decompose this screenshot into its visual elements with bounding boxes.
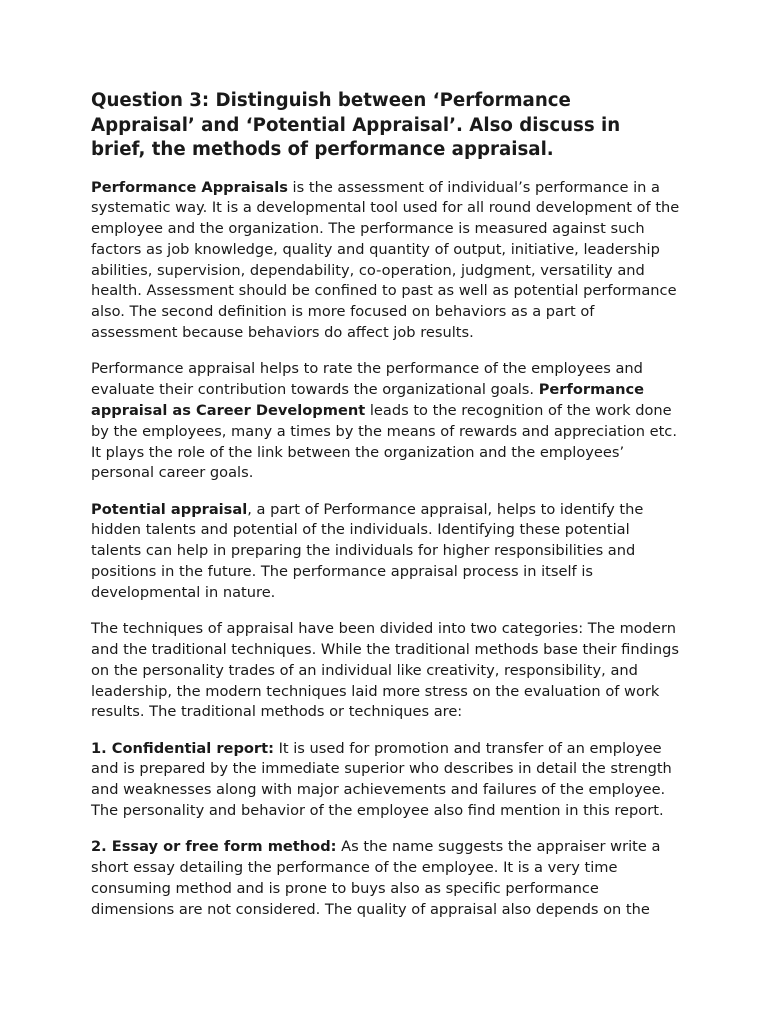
paragraph-essay-method: [91, 837, 680, 920]
paragraph-text: leads to the recognition of the work done by the employees, many a times by the means of rewards and appreciation etc. It plays the role of the link between the organization and the employees’ personal career goals.: [91, 401, 677, 482]
paragraph-career-development: [91, 359, 680, 484]
term-essay-method: 2. Essay or free form method:: [91, 838, 337, 856]
paragraph-text: is the assessment of individual’s performance in a systematic way. It is a developmental tool used for all round development of the employee and the organization. The performance is measured against such factors as job knowledge, quality and quantity of output, initiative, leadership abilities, supervision, dependability, co-operation, judgment, versatility and health. Assessment should be confined to past as well as potential performance also. The second definition is more focused on behaviors as a part of assessment because behaviors do affect job results.: [91, 178, 680, 342]
paragraph-confidential-report: [91, 739, 680, 822]
term-confidential-report: 1. Confidential report:: [91, 739, 274, 757]
paragraph-potential-appraisal: [91, 500, 680, 604]
paragraph-text: It is used for promotion and transfer of an employee and is prepared by the immediate superior who describes in detail the strength and weaknesses along with major achievements and failures of the employee. The personality and behavior of the employee also find mention in this report.: [91, 739, 672, 820]
term-performance-appraisals: Performance Appraisals: [91, 178, 288, 196]
paragraph-techniques: [91, 619, 680, 723]
term-career-development: Performance appraisal as Career Development: [91, 381, 645, 419]
term-potential-appraisal: Potential appraisal: [91, 500, 248, 518]
paragraph-text: Performance appraisal helps to rate the performance of the employees and evaluate their contribution towards the organizational goals.: [91, 360, 643, 399]
question-heading: Question 3: Distinguish between ‘Performance Appraisal’ and ‘Potential Appraisal’. Also discuss in brief, the methods of performance appraisal.: [91, 90, 621, 160]
paragraph-performance-appraisals: [91, 178, 680, 344]
paragraph-text: , a part of Performance appraisal, helps to identify the hidden talents and potential of the individuals. Identifying these potential talents can help in preparing the individuals for higher responsibilities and positions in the future. The performance appraisal process in itself is developmental in nature.: [91, 500, 644, 601]
paragraph-text: As the name suggests the appraiser write a short essay detailing the performance of the employee. It is a very time consuming method and is prone to buys also as specific performance dimensions are not considered. The quality of appraisal also depends on the: [91, 838, 661, 918]
paragraph-text: The techniques of appraisal have been divided into two categories: The modern and the traditional techniques. While the traditional methods base their findings on the personality trades of an individual like creativity, responsibility, and leadership, the modern techniques laid more stress on the evaluation of work results. The traditional methods or techniques are:: [91, 620, 680, 721]
